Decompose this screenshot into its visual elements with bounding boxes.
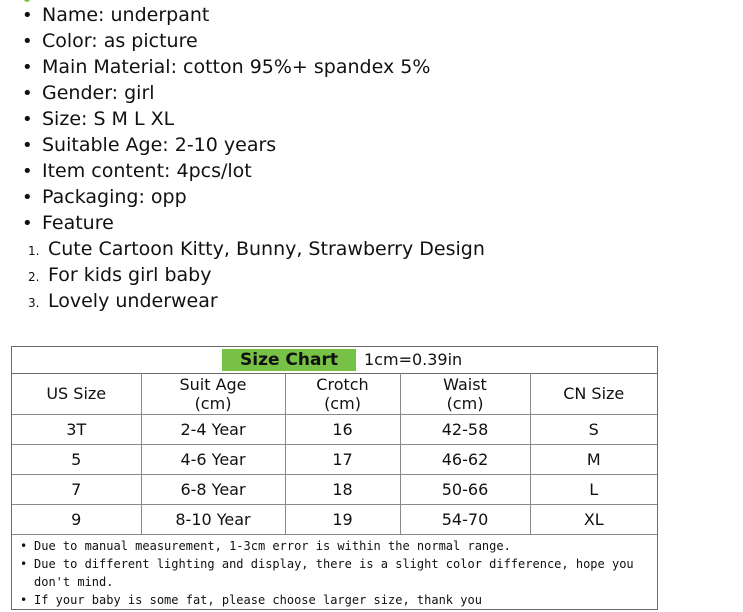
feature-number: 1.: [28, 244, 40, 258]
table-cell: 42-58: [400, 415, 530, 445]
table-cell: 7: [12, 475, 141, 505]
table-cell: 5: [12, 445, 141, 475]
size-notes: [20, 537, 650, 609]
table-cell: S: [530, 415, 657, 445]
table-cell: 19: [285, 505, 400, 535]
table-cell: L: [530, 475, 657, 505]
feature-text: Lovely underwear: [48, 290, 218, 312]
header-cn-size: CN Size: [530, 373, 657, 415]
table-cell: 6-8 Year: [141, 475, 285, 505]
feature-list: [28, 236, 485, 314]
spec-item: • Feature: [22, 210, 430, 236]
spec-item: • Name: underpant: [22, 2, 430, 28]
feature-number: 2.: [28, 270, 40, 284]
size-chart-title: Size Chart: [222, 349, 356, 371]
header-suit-age: Suit Age (cm): [141, 373, 285, 415]
bullet-icon: •: [22, 161, 33, 182]
table-cell: 17: [285, 445, 400, 475]
bullet-icon: •: [22, 213, 33, 234]
spec-item: • Main Material: cotton 95%+ spandex 5%: [22, 54, 430, 80]
feature-item: [28, 262, 485, 288]
table-header-row: [12, 373, 657, 415]
table-cell: 3T: [12, 415, 141, 445]
table-row: [12, 415, 657, 445]
spec-item: • Suitable Age: 2-10 years: [22, 132, 430, 158]
bullet-icon: •: [22, 57, 33, 78]
table-cell: XL: [530, 505, 657, 535]
bullet-icon: •: [20, 593, 28, 607]
table-row: [12, 475, 657, 505]
table-cell: M: [530, 445, 657, 475]
bullet-icon: •: [20, 557, 28, 571]
note-item: • Due to different lighting and display, there is a slight color difference, hope you don't mind.: [20, 557, 634, 589]
size-chart-title-row: [12, 347, 657, 374]
table-cell: 16: [285, 415, 400, 445]
note-item: • Due to manual measurement, 1-3cm error is within the normal range.: [20, 539, 511, 553]
table-cell: 54-70: [400, 505, 530, 535]
note-item: • If your baby is some fat, please choose larger size, thank you: [20, 593, 482, 607]
bullet-icon: •: [22, 187, 33, 208]
feature-text: For kids girl baby: [48, 264, 212, 286]
table-row: [12, 505, 657, 535]
size-table: [12, 373, 657, 535]
table-cell: 4-6 Year: [141, 445, 285, 475]
feature-item: [28, 288, 485, 314]
header-waist: Waist (cm): [400, 373, 530, 415]
unit-conversion: 1cm=0.39in: [364, 350, 463, 369]
feature-item: [28, 236, 485, 262]
bullet-icon: •: [20, 539, 28, 553]
bullet-icon: •: [22, 31, 33, 52]
spec-item: • Size: S M L XL: [22, 106, 430, 132]
bullet-icon: •: [22, 83, 33, 104]
bullet-icon: •: [22, 109, 33, 130]
spec-item: • Color: as picture: [22, 28, 430, 54]
bullet-icon: •: [22, 135, 33, 156]
table-cell: 50-66: [400, 475, 530, 505]
spec-item: • Gender: girl: [22, 80, 430, 106]
spec-list: [22, 2, 430, 236]
feature-text: Cute Cartoon Kitty, Bunny, Strawberry Design: [48, 238, 485, 260]
table-cell: 2-4 Year: [141, 415, 285, 445]
feature-number: 3.: [28, 296, 40, 310]
header-crotch: Crotch (cm): [285, 373, 400, 415]
spec-item: • Item content: 4pcs/lot: [22, 158, 430, 184]
table-cell: 46-62: [400, 445, 530, 475]
size-chart: [11, 346, 658, 610]
table-row: [12, 445, 657, 475]
spec-item: • Packaging: opp: [22, 184, 430, 210]
header-us-size: US Size: [12, 373, 141, 415]
table-cell: 18: [285, 475, 400, 505]
bullet-icon: •: [22, 5, 33, 26]
table-cell: 9: [12, 505, 141, 535]
table-cell: 8-10 Year: [141, 505, 285, 535]
